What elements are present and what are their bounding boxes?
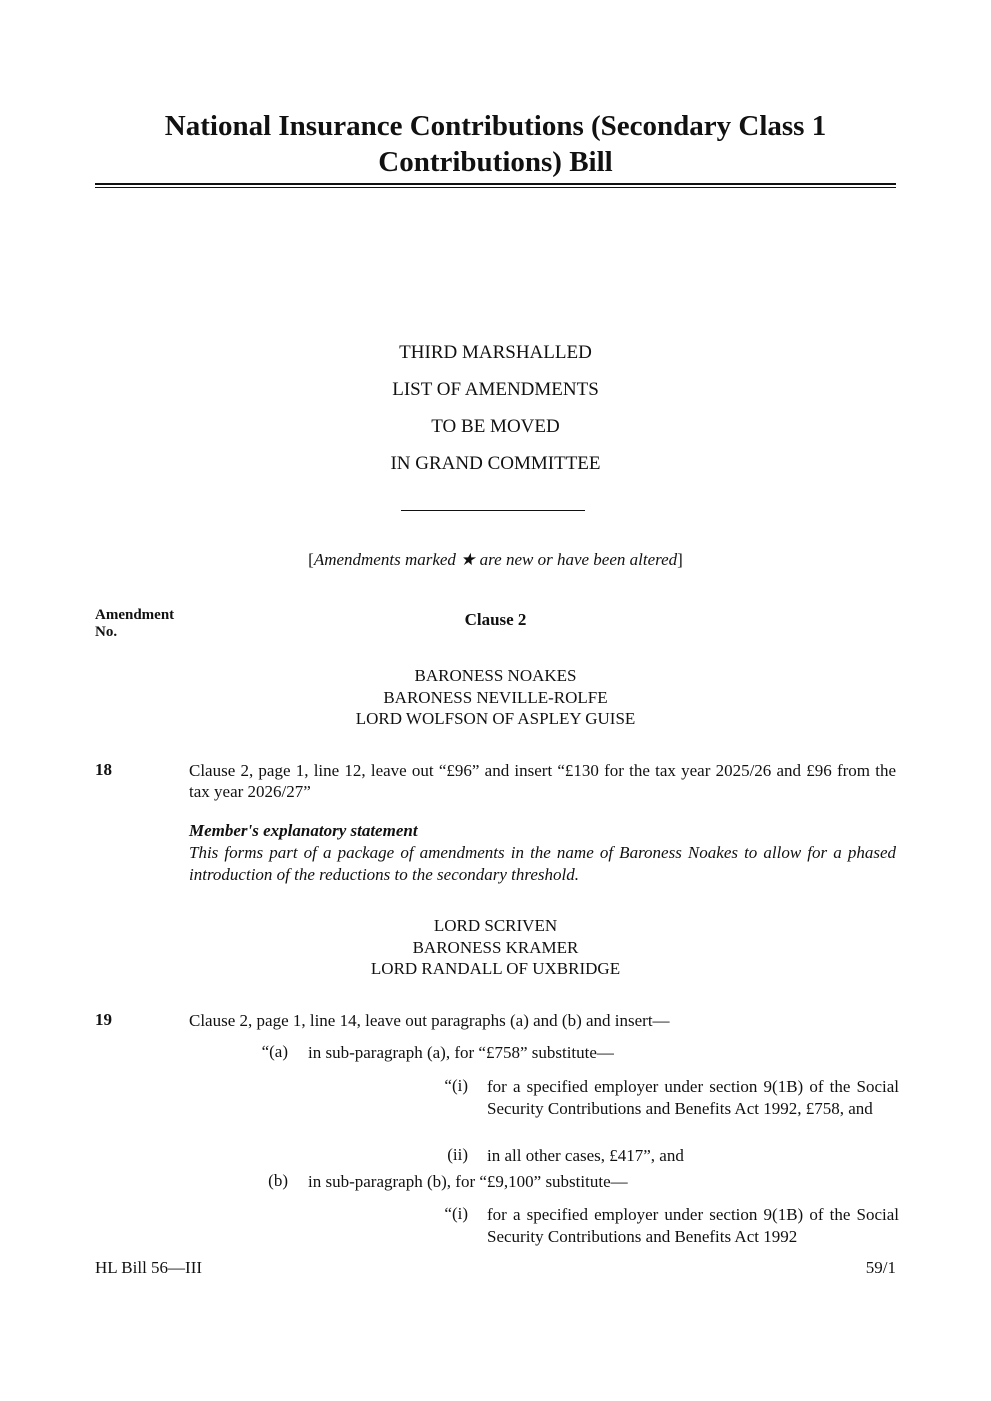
divider <box>401 510 585 511</box>
sponsor-names: BARONESS NOAKES BARONESS NEVILLE-ROLFE LORD WOLFSON OF ASPLEY GUISE <box>355 666 636 728</box>
clause-heading: Clause 2 <box>464 610 527 629</box>
amendment-text: Clause 2, page 1, line 12, leave out “£96” and insert “£130 for the tax year 2025/26 and £96 from the tax year 2026/27” <box>189 761 896 801</box>
list-heading: TO BE MOVED <box>431 416 560 437</box>
title-line: National Insurance Contributions (Secondary Class 1 <box>164 110 827 142</box>
sponsor-names: LORD SCRIVEN BARONESS KRAMER LORD RANDALL OF UXBRIDGE <box>370 916 621 978</box>
item-label: (ii) <box>447 1145 468 1164</box>
item-label: (b) <box>268 1171 288 1190</box>
bill-title <box>95 108 896 180</box>
item-text: in sub-paragraph (a), for “£758” substitute— <box>308 1043 614 1062</box>
title-line: Contributions) Bill <box>378 146 613 178</box>
item-text: for a specified employer under section 9(1B) of the Social Security Contributions and Benefits Act 1992 <box>487 1205 899 1246</box>
item-text: in all other cases, £417”, and <box>487 1146 684 1165</box>
item-label: “(i) <box>444 1204 468 1223</box>
item-text: in sub-paragraph (b), for “£9,100” substitute— <box>308 1172 628 1191</box>
list-heading: IN GRAND COMMITTEE <box>390 453 601 474</box>
explanatory-statement: Member's explanatory statement This forms part of a package of amendments in the name of Baroness Noakes to allow for a phased introduction of the reductions to the secondary threshold. <box>189 821 896 884</box>
title-rule <box>95 187 896 188</box>
amendment-number: 19 <box>95 1010 112 1029</box>
footer-page-ref: 59/1 <box>865 1258 896 1277</box>
list-heading: LIST OF AMENDMENTS <box>392 379 599 400</box>
amendment-text: Clause 2, page 1, line 14, leave out paragraphs (a) and (b) and insert— <box>189 1011 670 1030</box>
list-heading: THIRD MARSHALLED <box>399 342 592 363</box>
title-rule <box>95 183 896 185</box>
item-label: “(i) <box>444 1076 468 1095</box>
footer-bill-ref: HL Bill 56—III <box>95 1258 203 1277</box>
item-label: “(a) <box>261 1042 288 1061</box>
amendment-no-label: Amendment No. <box>95 607 175 640</box>
item-text: for a specified employer under section 9(1B) of the Social Security Contributions and Benefits Act 1992, £758, and <box>487 1077 899 1118</box>
amendment-number: 18 <box>95 760 112 779</box>
amendments-note: [Amendments marked ★ are new or have been altered] <box>308 550 683 569</box>
